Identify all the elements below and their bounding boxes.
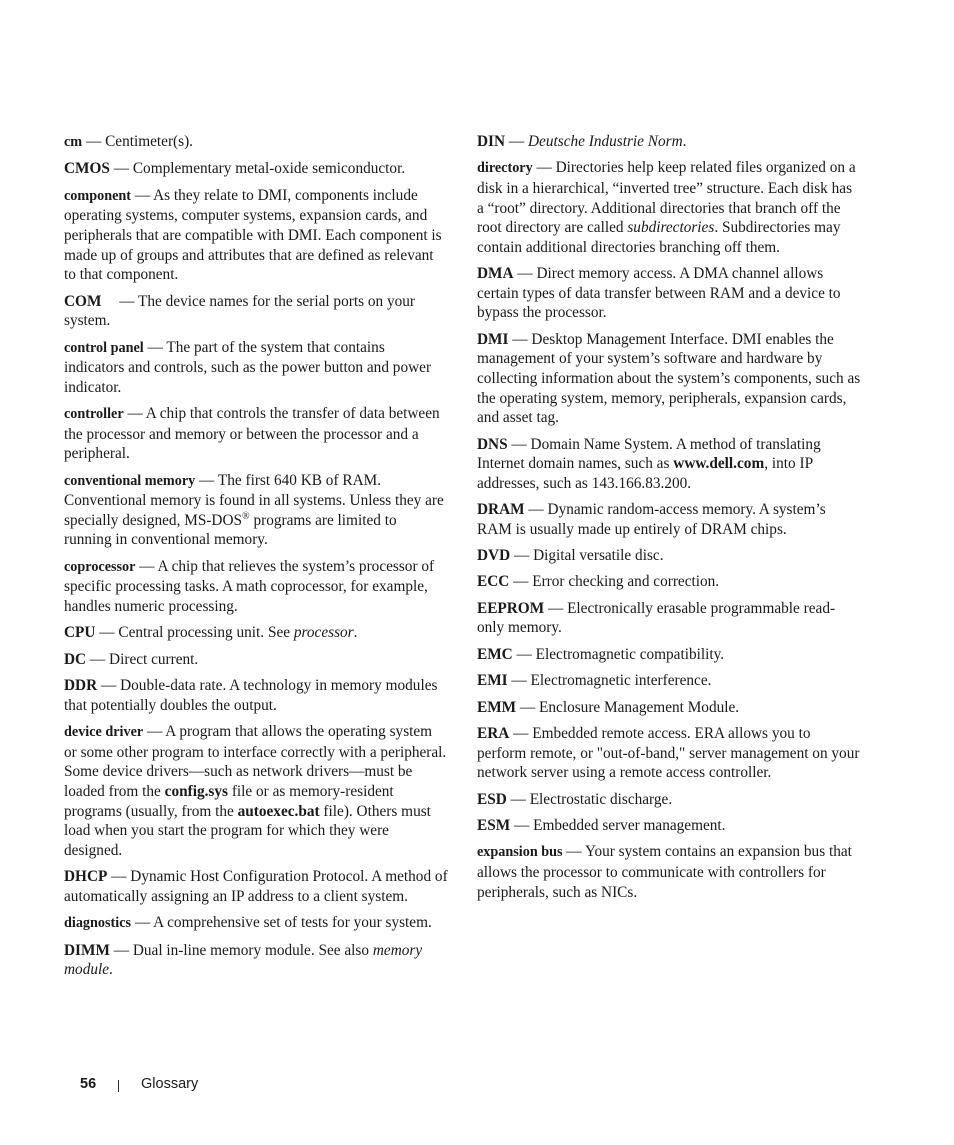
- term: directory: [477, 160, 533, 177]
- entry-dhcp: [64, 867, 448, 906]
- entry-emm: [477, 698, 861, 718]
- entry-diagnostics: [64, 913, 448, 934]
- definition-end: .: [109, 961, 113, 979]
- term: ESD: [477, 790, 507, 808]
- entry-emc: [477, 645, 861, 665]
- definition: —: [505, 133, 528, 150]
- definition-cont: file or as memory-resident programs (usually, from the: [64, 782, 394, 820]
- entry-ecc: [477, 572, 861, 592]
- entry-controller: [64, 404, 448, 464]
- term: EEPROM: [477, 599, 545, 617]
- term: EMI: [477, 672, 508, 690]
- definition-cont: file). Others must load when you start the program for which they were designed.: [64, 802, 431, 859]
- entry-cpu: [64, 623, 448, 643]
- entry-expansion-bus: [477, 842, 861, 902]
- entry-eeprom: [477, 599, 861, 638]
- definition: — Dynamic Host Configuration Protocol. A method of automatically assigning an IP address to a client system.: [64, 868, 448, 905]
- definition-cont: , into IP addresses, such as 143.166.83.200.: [477, 455, 813, 492]
- definition: — Direct current.: [86, 650, 199, 668]
- term: cm: [64, 134, 83, 150]
- term: device driver: [64, 724, 144, 741]
- entry-esm: [477, 816, 861, 836]
- definition: — Central processing unit. See: [95, 624, 294, 642]
- term: component: [64, 187, 131, 204]
- definition: — Direct memory access. A DMA channel allows certain types of data transfer between RAM and a device to bypass the processor.: [477, 265, 841, 322]
- term: EMC: [477, 645, 513, 663]
- term: DHCP: [64, 868, 108, 886]
- definition: — A program that allows the operating system or some other program to interface correctly with a peripheral. Some device drivers—such as network drivers—must be loaded from the: [64, 723, 447, 800]
- term: CMOS: [64, 160, 110, 178]
- definition: — The first 640 KB of RAM. Conventional memory is found in all systems. Unless they are specially designed, MS-DOS: [64, 471, 444, 529]
- registered-mark: ®: [242, 510, 250, 522]
- entry-conventional-memory: [64, 471, 448, 550]
- definition: — Electromagnetic compatibility.: [512, 645, 725, 663]
- definition: — Error checking and correction.: [509, 573, 720, 591]
- term: CPU: [64, 624, 96, 642]
- entry-esd: [477, 790, 861, 810]
- term: DMA: [477, 265, 514, 283]
- entry-dma: [477, 264, 861, 323]
- definition: — Electromagnetic interference.: [507, 672, 712, 690]
- definition-end: .: [353, 624, 358, 642]
- section-title: Glossary: [141, 1076, 199, 1092]
- term: controller: [64, 406, 124, 423]
- definition: — Your system contains an expansion bus that allows the processor to communicate with controllers for peripherals, such as NICs.: [477, 843, 852, 901]
- cross-reference: processor: [293, 624, 354, 642]
- term: ERA: [477, 725, 510, 742]
- term: DVD: [477, 547, 511, 565]
- definition: — A chip that relieves the system’s processor of specific processing tasks. A math coprocessor, for example, handles numeric processing.: [64, 557, 435, 616]
- definition: — Embedded remote access. ERA allows you to perform remote, or "out-of-band," server management on your network server using a remote access controller.: [477, 725, 860, 782]
- term: DDR: [64, 677, 98, 695]
- right-column: [477, 132, 861, 909]
- url-text: www.dell.com: [673, 455, 765, 473]
- definition: — Dynamic random-access memory. A system’s RAM is usually made up entirely of DRAM chips.: [477, 501, 826, 538]
- term: DC: [64, 650, 87, 668]
- term: DIMM: [64, 941, 110, 959]
- definition: — Double-data rate. A technology in memory modules that potentially doubles the output.: [64, 677, 438, 714]
- entry-control-panel: [64, 338, 448, 398]
- definition-end: .: [682, 133, 687, 150]
- term: COM: [64, 292, 102, 310]
- definition: — The part of the system that contains indicators and controls, such as the power button and power indicator.: [64, 338, 432, 396]
- cross-reference: subdirectories: [627, 219, 715, 237]
- definition: — Electronically erasable programmable read-only memory.: [477, 599, 836, 637]
- page-number: 56: [80, 1076, 97, 1092]
- entry-dmi: [477, 330, 861, 428]
- entry-dimm: [64, 941, 448, 980]
- entry-emi: [477, 671, 861, 691]
- term: diagnostics: [64, 915, 132, 932]
- footer-divider: [118, 1080, 119, 1092]
- filename: autoexec.bat: [237, 802, 320, 820]
- term: EMM: [477, 698, 517, 716]
- entry-component: [64, 186, 448, 285]
- definition: — Enclosure Management Module.: [516, 698, 740, 716]
- entry-era: [477, 724, 861, 783]
- left-column: [64, 132, 448, 987]
- entry-cmos: [64, 159, 448, 179]
- entry-directory: [477, 158, 861, 257]
- term: DIN: [477, 133, 506, 150]
- entry-din: [477, 132, 861, 152]
- definition: — Embedded server management.: [510, 816, 726, 834]
- cross-reference: memory module: [64, 941, 423, 979]
- definition: — Electrostatic discharge.: [506, 790, 673, 808]
- entry-dc: [64, 650, 448, 670]
- term: control panel: [64, 339, 144, 356]
- filename: config.sys: [164, 782, 228, 800]
- definition: — A comprehensive set of tests for your system.: [131, 914, 432, 932]
- definition: — Digital versatile disc.: [510, 547, 664, 565]
- definition: — As they relate to DMI, components include operating systems, computer systems, expansion cards, and peripherals that are compatible with DMI. Each component is made up of groups and attributes that are defined as relevant to that component.: [64, 186, 442, 284]
- term: DRAM: [477, 501, 525, 519]
- entry-dvd: [477, 546, 861, 566]
- term: ECC: [477, 573, 510, 591]
- entry-com: [64, 292, 448, 331]
- definition: — Desktop Management Interface. DMI enables the management of your system’s software and hardware by collecting information about the system’s components, such as the operating system, memory, peripherals, expansion cards, and asset tag.: [477, 330, 861, 427]
- definition: — The device names for the serial ports on your system.: [64, 292, 416, 330]
- term: ESM: [477, 816, 511, 834]
- entry-ddr: [64, 676, 448, 715]
- term: coprocessor: [64, 558, 136, 575]
- entry-cm: [64, 132, 448, 153]
- term: DNS: [477, 435, 508, 453]
- definition: — Domain Name System. A method of translating Internet domain names, such as: [477, 435, 821, 473]
- entry-dram: [477, 500, 861, 539]
- definition: — A chip that controls the transfer of data between the processor and memory or between the processor and a peripheral.: [64, 405, 440, 463]
- definition: — Centimeter(s).: [82, 133, 193, 150]
- definition-cont: . Subdirectories may contain additional directories branching off them.: [477, 219, 841, 256]
- term: conventional memory: [64, 472, 196, 489]
- page-footer: [64, 1076, 198, 1092]
- definition-cont: programs are limited to running in conventional memory.: [64, 511, 397, 549]
- entry-device-driver: [64, 722, 448, 860]
- definition: — Directories help keep related files organized on a disk in a hierarchical, “inverted tree” structure. Each disk has a “root” directory. Additional directories that branch off the root directory are called: [477, 159, 856, 237]
- term: DMI: [477, 330, 509, 348]
- term: expansion bus: [477, 844, 563, 861]
- entry-coprocessor: [64, 557, 448, 617]
- definition: — Dual in-line memory module. See also: [109, 941, 373, 959]
- entry-dns: [477, 435, 861, 494]
- expansion: Deutsche Industrie Norm: [528, 133, 683, 150]
- definition: — Complementary metal-oxide semiconductor.: [109, 160, 406, 178]
